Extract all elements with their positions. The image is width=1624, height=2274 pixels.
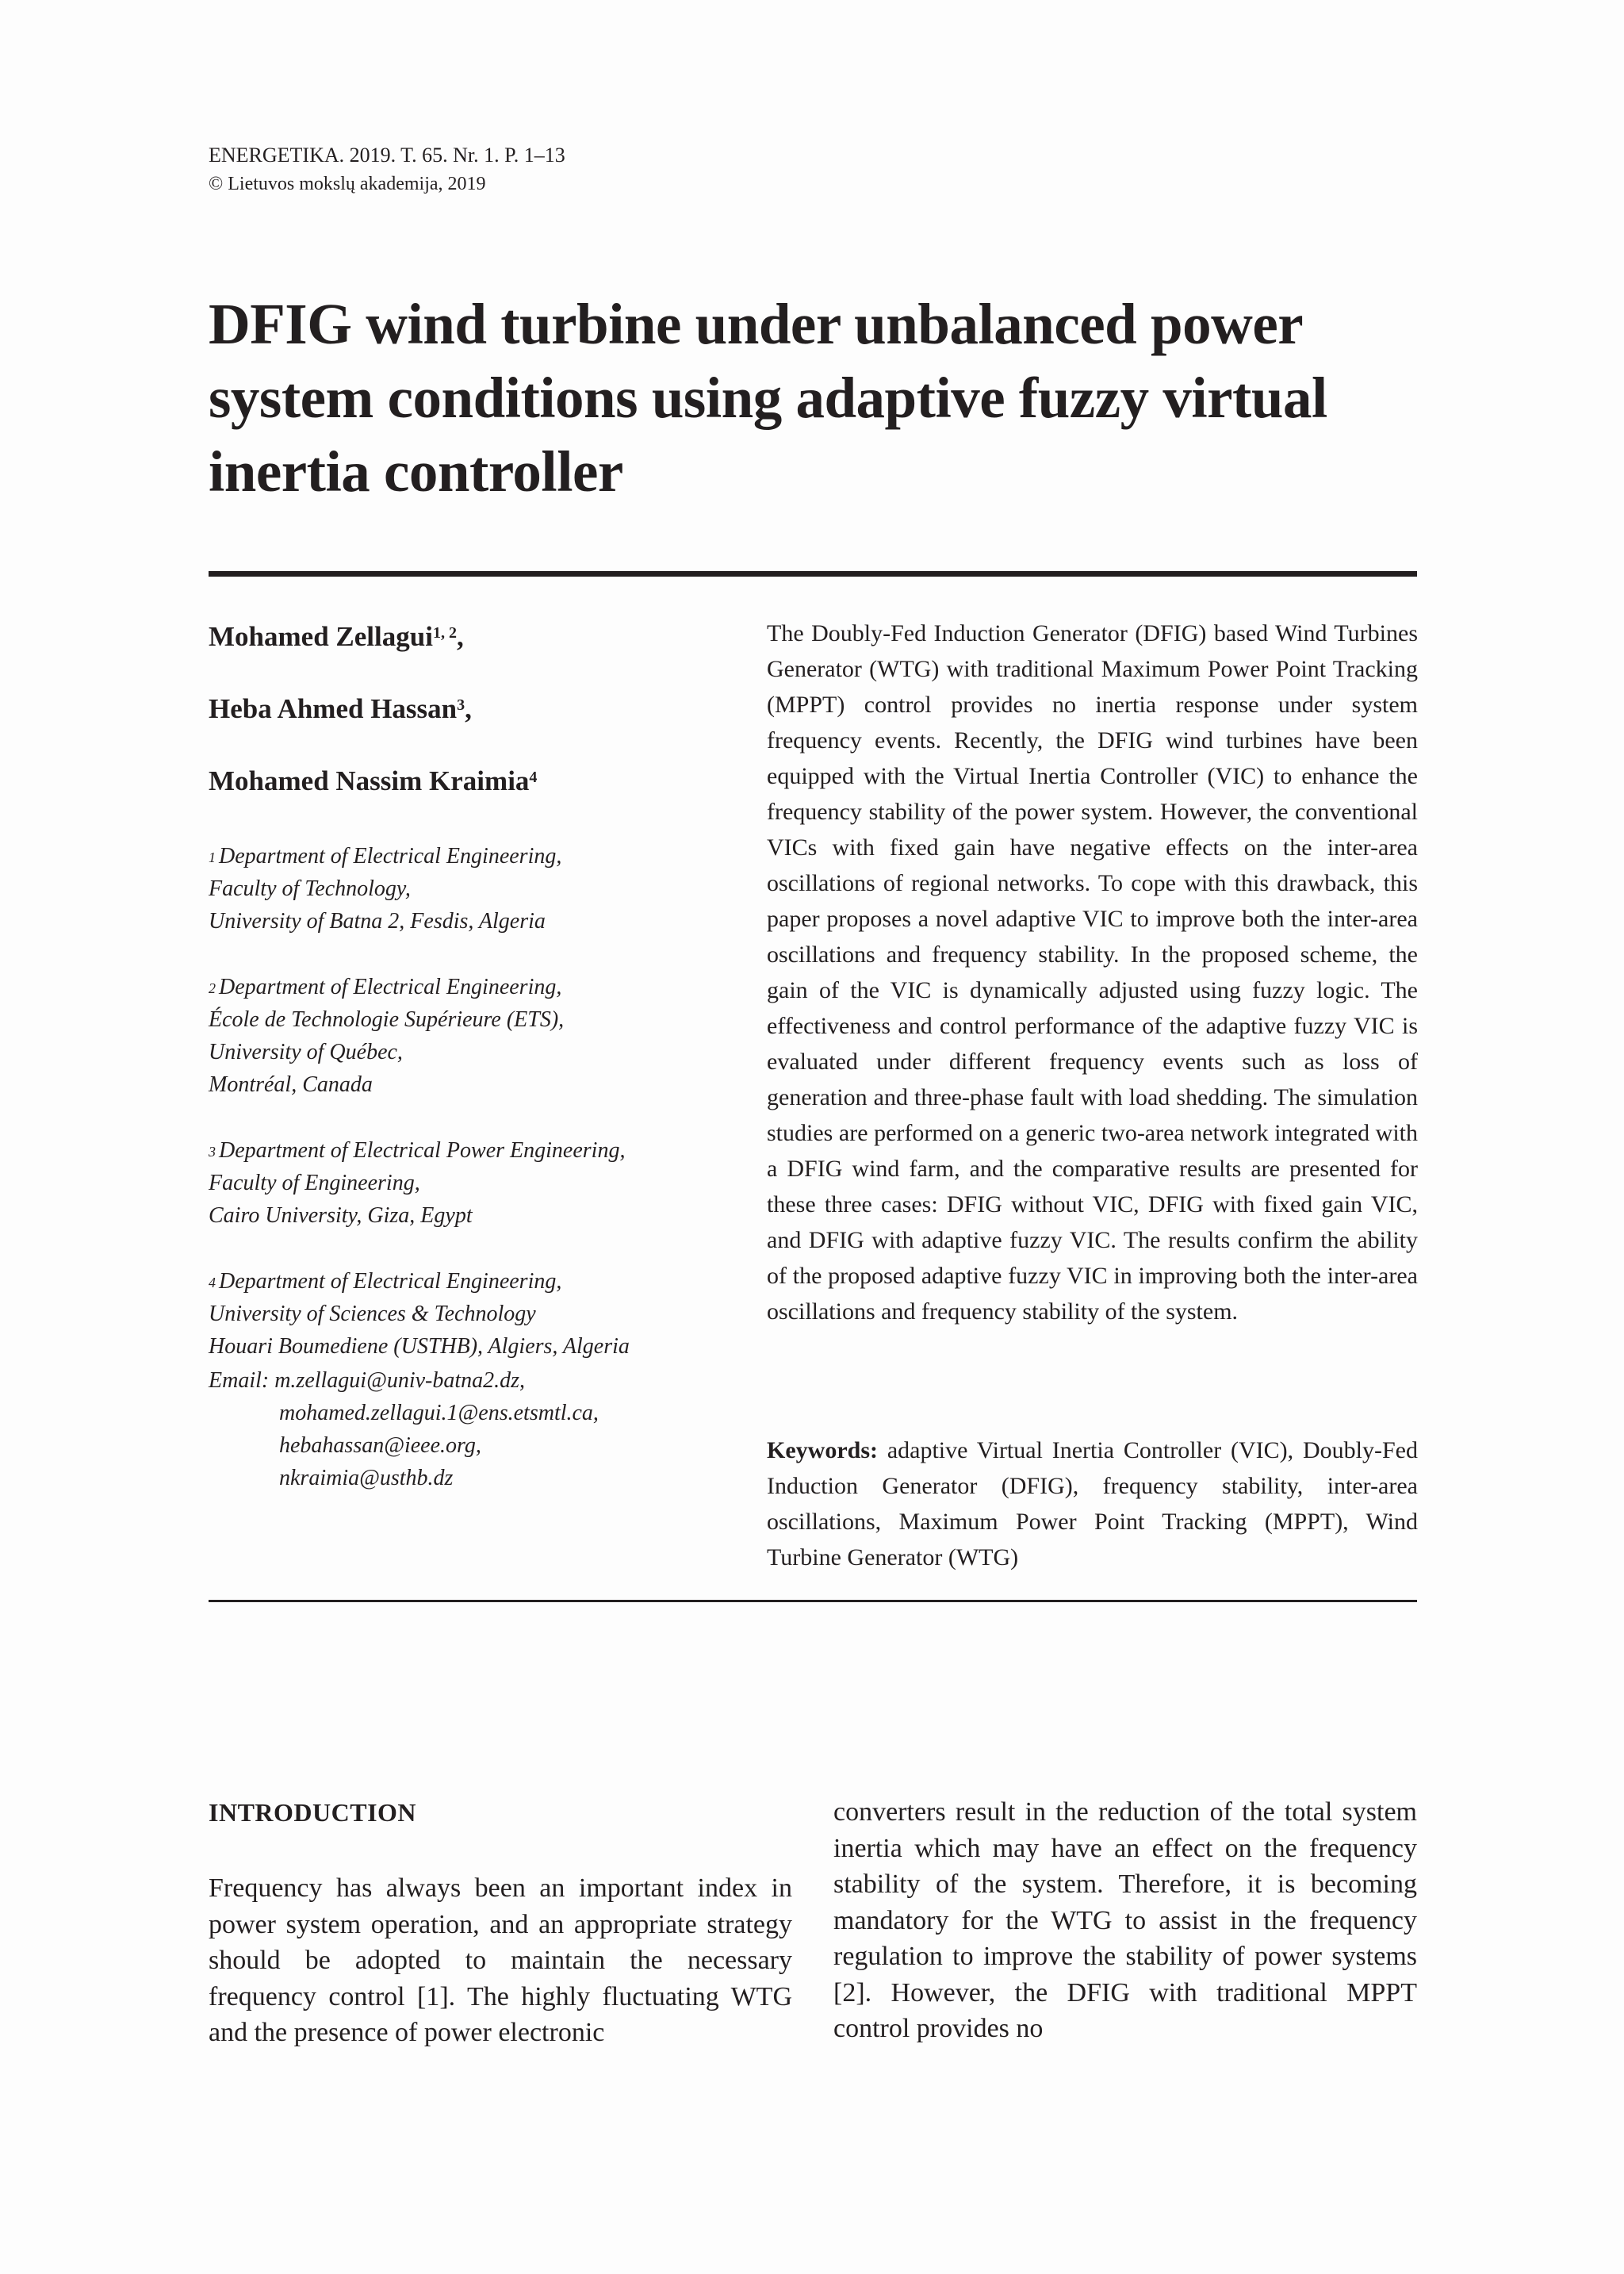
affiliation-sup: 4 — [209, 1275, 216, 1290]
journal-citation: ENERGETIKA. 2019. T. 65. Nr. 1. P. 1–13 — [209, 144, 565, 167]
affiliation-line: University of Québec, — [209, 1040, 403, 1064]
author-name: Heba Ahmed Hassan — [209, 693, 458, 724]
author-suffix: , — [465, 693, 472, 724]
affiliation-sup: 1 — [209, 849, 216, 865]
author-1 — [209, 619, 716, 654]
affiliation-line: Faculty of Technology, — [209, 876, 411, 901]
affiliation-line: University of Batna 2, Fesdis, Algeria — [209, 909, 546, 934]
keywords-text: adaptive Virtual Inertia Controller (VIC), Doubly-Fed Induction Generator (DFIG), frequency stability, inter-area oscillations, Maximum Power Point Tracking (MPPT), Wind Turbine Generator (WTG) — [767, 1437, 1418, 1570]
intro-text-right: converters result in the reduction of the total system inertia which may have an effect on the frequency stability of the system. Therefore, it is becoming mandatory for the WTG to assist in the frequency regulation to improve the stability of power systems [2]. However, the DFIG with traditional MPPT control provides no — [833, 1797, 1417, 2043]
affiliation-sup: 3 — [209, 1144, 216, 1160]
affiliation-sup: 2 — [209, 980, 216, 996]
affiliation-2 — [209, 971, 716, 1101]
intro-text-left: Frequency has always been an important index in power system operation, and an appropriate strategy should be adopted to maintain the necessary frequency control [1]. The highly fluctuating WTG and the presence of power electronic — [209, 1873, 792, 2047]
title-divider — [209, 571, 1417, 577]
affiliation-line: Cairo University, Giza, Egypt — [209, 1203, 473, 1228]
author-suffix: , — [456, 621, 464, 652]
copyright-line: © Lietuvos mokslų akademija, 2019 — [209, 174, 486, 194]
paper-title: DFIG wind turbine under unbalanced power system conditions using adaptive fuzzy virtual inertia controller — [209, 292, 1327, 504]
abstract: The Doubly-Fed Induction Generator (DFIG) based Wind Turbines Generator (WTG) with traditional Maximum Power Point Tracking (MPPT) control provides no inertia response under system frequency events. Recently, the DFIG wind turbines have been equipped with the Virtual Inertia Controller (VIC) to enhance the frequency stability of the power system. However, the conventional VICs with fixed gain have negative effects on the inter-area oscillations of regional networks. To cope with this drawback, this paper proposes a novel adaptive VIC to improve both the inter-area oscillations and frequency stability. In the proposed scheme, the gain of the VIC is dynamically adjusted using fuzzy logic. The effectiveness and control performance of the adaptive fuzzy VIC is evaluated under different frequency events such as loss of generation and three-phase fault with load shedding. The simulation studies are performed on a generic two-area network integrated with a DFIG wind farm, and the comparative results are presented for these three cases: DFIG without VIC, DFIG with fixed gain VIC, and DFIG with adaptive fuzzy VIC. The results confirm the ability of the proposed adaptive fuzzy VIC in improving both the inter-area oscillations and frequency stability of the system. — [767, 620, 1418, 1325]
email-line: Email: m.zellagui@univ-batna2.dz, — [209, 1368, 526, 1393]
author-2 — [209, 691, 716, 727]
author-name: Mohamed Zellagui — [209, 621, 433, 652]
affiliation-3 — [209, 1134, 716, 1232]
author-3 — [209, 763, 716, 799]
email-line: nkraimia@usthb.dz — [279, 1466, 454, 1490]
keywords — [767, 1432, 1418, 1575]
affiliation-line: Department of Electrical Engineering, — [219, 1269, 562, 1294]
affiliation-line: École de Technologie Supérieure (ETS), — [209, 1007, 565, 1032]
affiliation-line: Montréal, Canada — [209, 1072, 373, 1097]
affiliation-1 — [209, 840, 716, 938]
affiliation-line: Department of Electrical Engineering, — [219, 844, 562, 869]
affiliation-line: Faculty of Engineering, — [209, 1171, 420, 1195]
affiliation-line: Department of Electrical Power Engineering, — [219, 1138, 626, 1163]
author-sup: 1, 2 — [432, 624, 457, 642]
section-heading: INTRODUCTION — [209, 1798, 417, 1827]
email-line: hebahassan@ieee.org, — [279, 1433, 481, 1458]
affiliation-line: University of Sciences & Technology — [209, 1302, 536, 1326]
affiliation-4 — [209, 1265, 716, 1363]
author-column — [209, 619, 716, 1494]
keywords-label: Keywords: — [767, 1437, 878, 1463]
email-block — [209, 1364, 716, 1494]
author-sup: 3 — [457, 696, 465, 714]
author-name: Mohamed Nassim Kraimia — [209, 765, 530, 796]
email-line: mohamed.zellagui.1@ens.etsmtl.ca, — [279, 1401, 599, 1425]
affiliation-line: Department of Electrical Engineering, — [219, 975, 562, 999]
abstract-divider — [209, 1600, 1417, 1602]
author-sup: 4 — [529, 769, 538, 786]
affiliation-line: Houari Boumediene (USTHB), Algiers, Algeria — [209, 1334, 630, 1359]
journal-header — [209, 141, 565, 198]
